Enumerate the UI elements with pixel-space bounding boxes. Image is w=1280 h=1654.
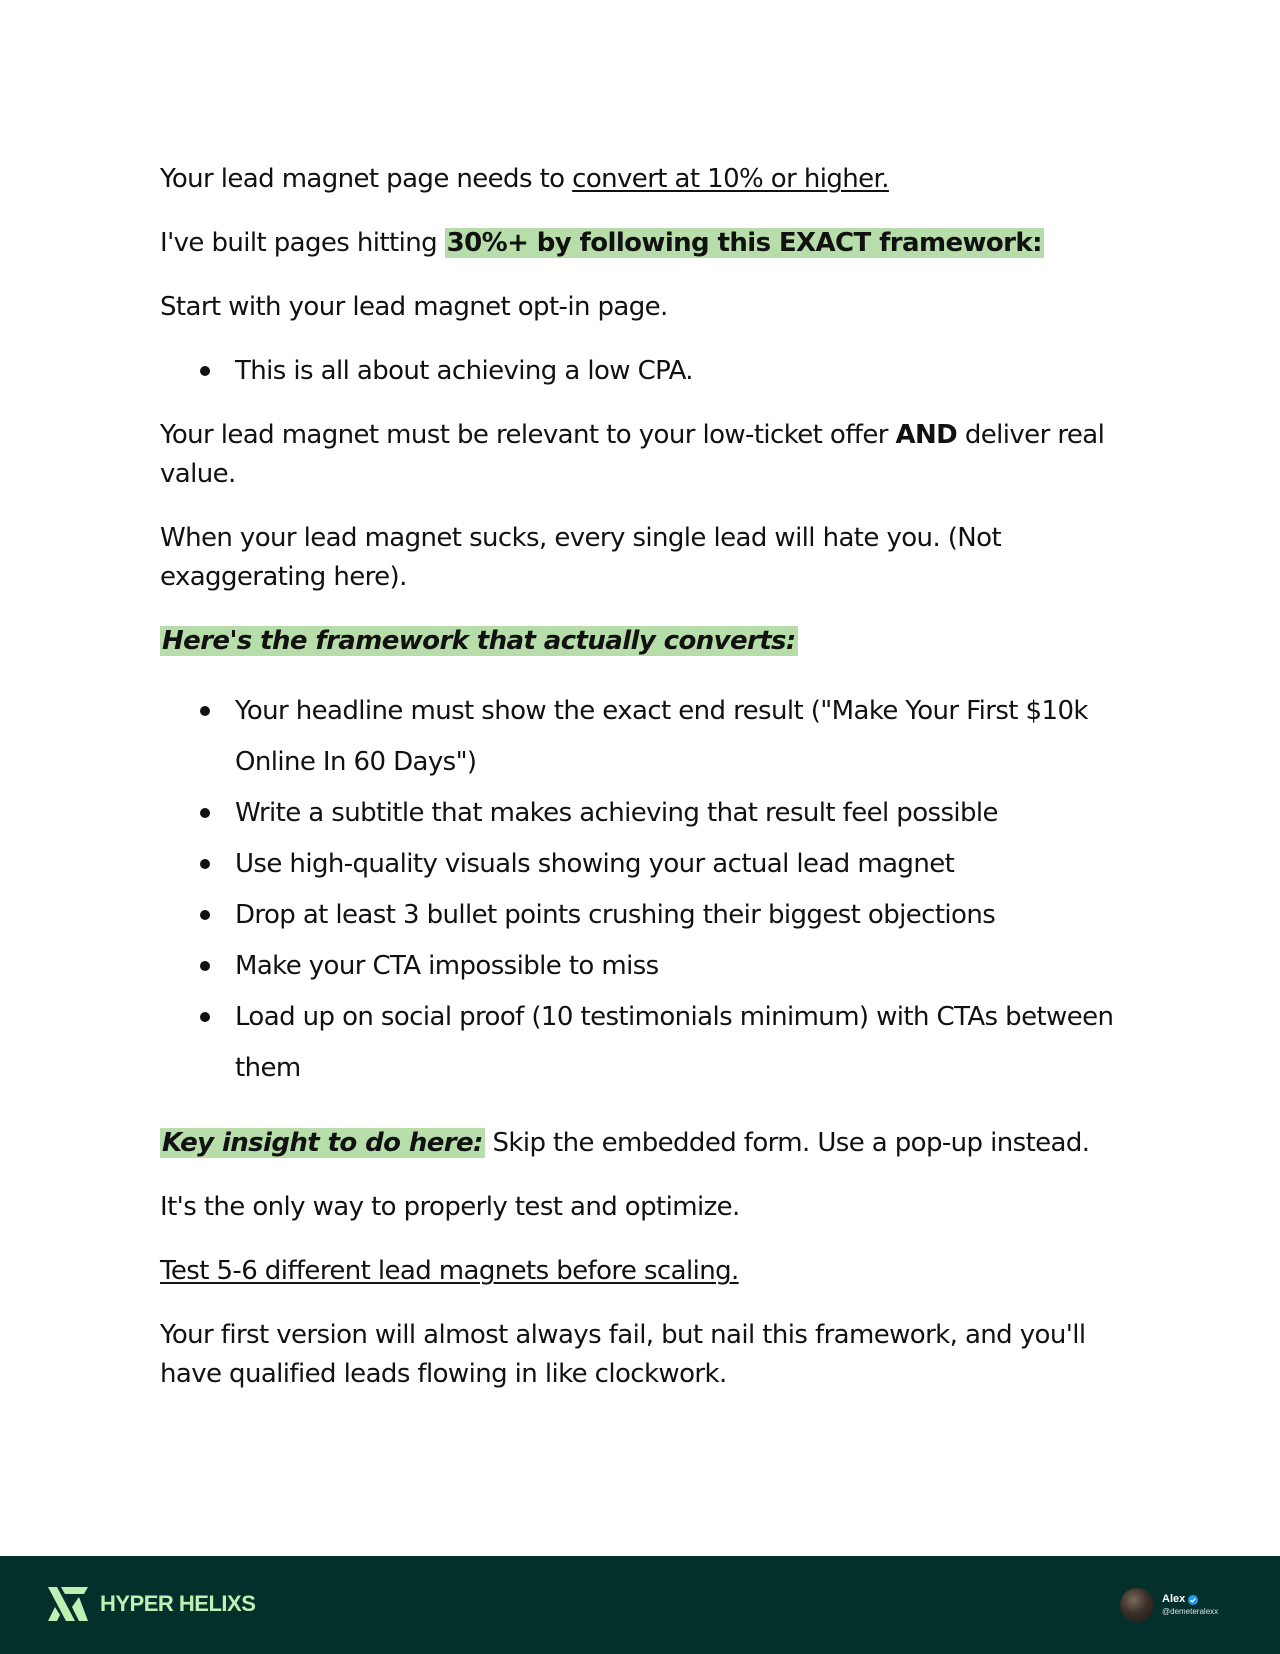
paragraph-text: When your lead magnet sucks, every single lead will hate you. (Not exaggerating here). [160,523,1002,592]
paragraph-warning [160,519,1130,597]
list-item: Make your CTA impossible to miss [160,941,1130,992]
list-item: Drop at least 3 bullet points crushing their biggest objections [160,890,1130,941]
author-badge [1120,1587,1218,1623]
author-name-row [1162,1593,1218,1606]
underlined-text: convert at 10% or higher. [572,164,889,194]
underlined-text: Test 5-6 different lead magnets before scaling. [160,1256,739,1286]
framework-heading [160,622,1130,661]
highlighted-label: Key insight to do here: [162,1128,483,1158]
brand-name: HYPER HELIXS [100,1591,256,1616]
bullet-list-framework [160,686,1130,1094]
paragraph-text: Skip the embedded form. Use a pop-up instead. [484,1128,1090,1158]
paragraph-text: Start with your lead magnet opt-in page. [160,292,668,322]
avatar [1120,1588,1154,1622]
list-item: Use high-quality visuals showing your actual lead magnet [160,839,1130,890]
paragraph-text: I've built pages hitting [160,228,445,258]
paragraph-conversion-goal [160,160,1130,199]
highlighted-heading: Here's the framework that actually converts: [162,626,796,656]
author-name: Alex [1162,1593,1186,1605]
brand [48,1586,255,1622]
author-handle: @demeteralexx [1162,1607,1219,1616]
footer-bar [0,1556,1280,1654]
list-item: Load up on social proof (10 testimonials minimum) with CTAs between them [160,992,1130,1094]
paragraph-text: Your lead magnet must be relevant to your low-ticket offer [160,420,896,450]
paragraph-text: Your lead magnet page needs to [160,164,573,194]
list-item: This is all about achieving a low CPA. [160,352,1130,391]
hyper-helixs-logo-icon [48,1587,88,1621]
highlighted-text: 30%+ by following this EXACT framework: [446,228,1042,258]
list-item: Write a subtitle that makes achieving that result feel possible [160,788,1130,839]
paragraph-conclusion [160,1316,1130,1394]
list-item: Your headline must show the exact end result ("Make Your First $10k Online In 60 Days") [160,686,1130,788]
paragraph-text: Your first version will almost always fail, but nail this framework, and you'll have qualified leads flowing in like clockwork. [160,1320,1086,1389]
paragraph-key-insight [160,1124,1130,1163]
bullet-list-cpa [160,352,1130,391]
paragraph-testing [160,1188,1130,1227]
paragraph-start [160,288,1130,327]
paragraph-built-pages [160,224,1130,263]
document-body [160,160,1130,1419]
paragraph-text: It's the only way to properly test and optimize. [160,1192,740,1222]
author-info [1162,1593,1218,1617]
bold-text: AND [895,420,958,450]
paragraph-text: deliver real value. [160,420,1105,489]
verified-badge-icon [1188,1595,1198,1605]
paragraph-relevance [160,416,1130,494]
paragraph-test-advice [160,1252,1130,1291]
